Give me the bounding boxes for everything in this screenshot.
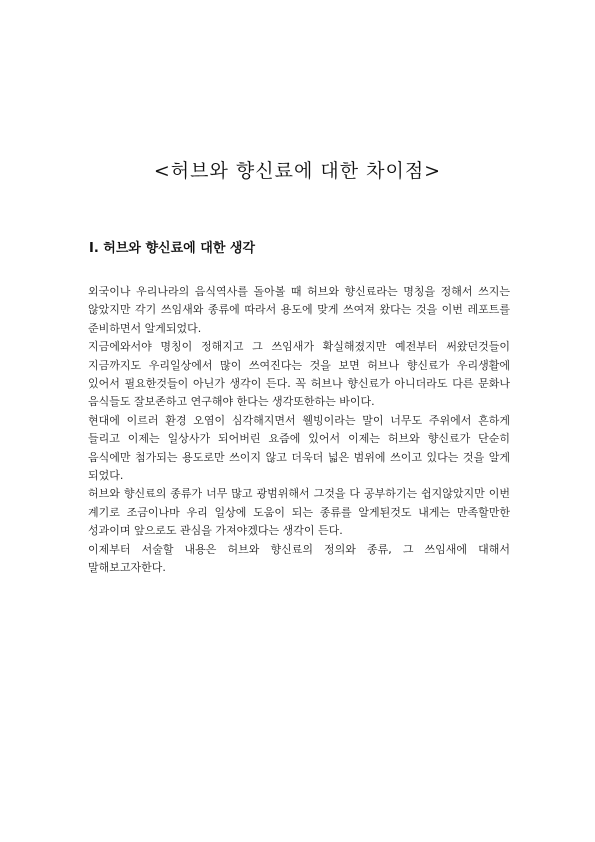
paragraph-5: 이제부터 서술할 내용은 허브와 향신료의 정의와 종류, 그 쓰임새에 대해서 말해보고자한다. bbox=[88, 542, 510, 575]
paragraph-2: 지금에와서야 명칭이 정해지고 그 쓰임새가 확실해졌지만 예전부터 써왔던것들이 지금까지도 우리일상에서 많이 쓰여진다는 것을 보면 허브나 향신료가 우리생활에 있어서 필요한것들이 아닌가 생각이 든다. 꼭 허브나 향신료가 아니더라도 다른 문화나 음식들도 잘보존하고 연구해야 한다는 생각또한하는 바이다. bbox=[88, 340, 510, 409]
paragraph-3: 현대에 이르러 환경 오염이 심각해지면서 웰빙이라는 말이 너무도 주위에서 흔하게 들리고 이제는 일상사가 되어버린 요즘에 있어서 이제는 허브와 향신료가 단순히 음식에만 첨가되는 용도로만 쓰이지 않고 더욱더 넓은 범위에 쓰이고 있다는 것을 알게 되었다. bbox=[88, 413, 510, 483]
body-text bbox=[88, 283, 510, 578]
paragraph-1: 외국이나 우리나라의 음식역사를 돌아볼 때 허브와 향신료라는 명칭을 정해서 쓰지는 않았지만 각기 쓰임새와 종류에 따라서 용도에 맞게 쓰여져 왔다는 것을 이번 레포트를 준비하면서 알게되었다. bbox=[88, 285, 510, 335]
section-heading: Ⅰ. 허브와 향신료에 대한 생각 bbox=[89, 241, 256, 256]
paragraph-4: 허브와 향신료의 종류가 너무 많고 광범위해서 그것을 다 공부하기는 쉽지않았지만 이번 계기로 조금이나마 우리 일상에 도움이 되는 종류를 알게된것도 내게는 만족할만한 성과이며 앞으로도 관심을 가져야겠다는 생각이 든다. bbox=[88, 487, 510, 538]
document-title: <허브와 향신료에 대한 차이점> bbox=[153, 160, 442, 182]
